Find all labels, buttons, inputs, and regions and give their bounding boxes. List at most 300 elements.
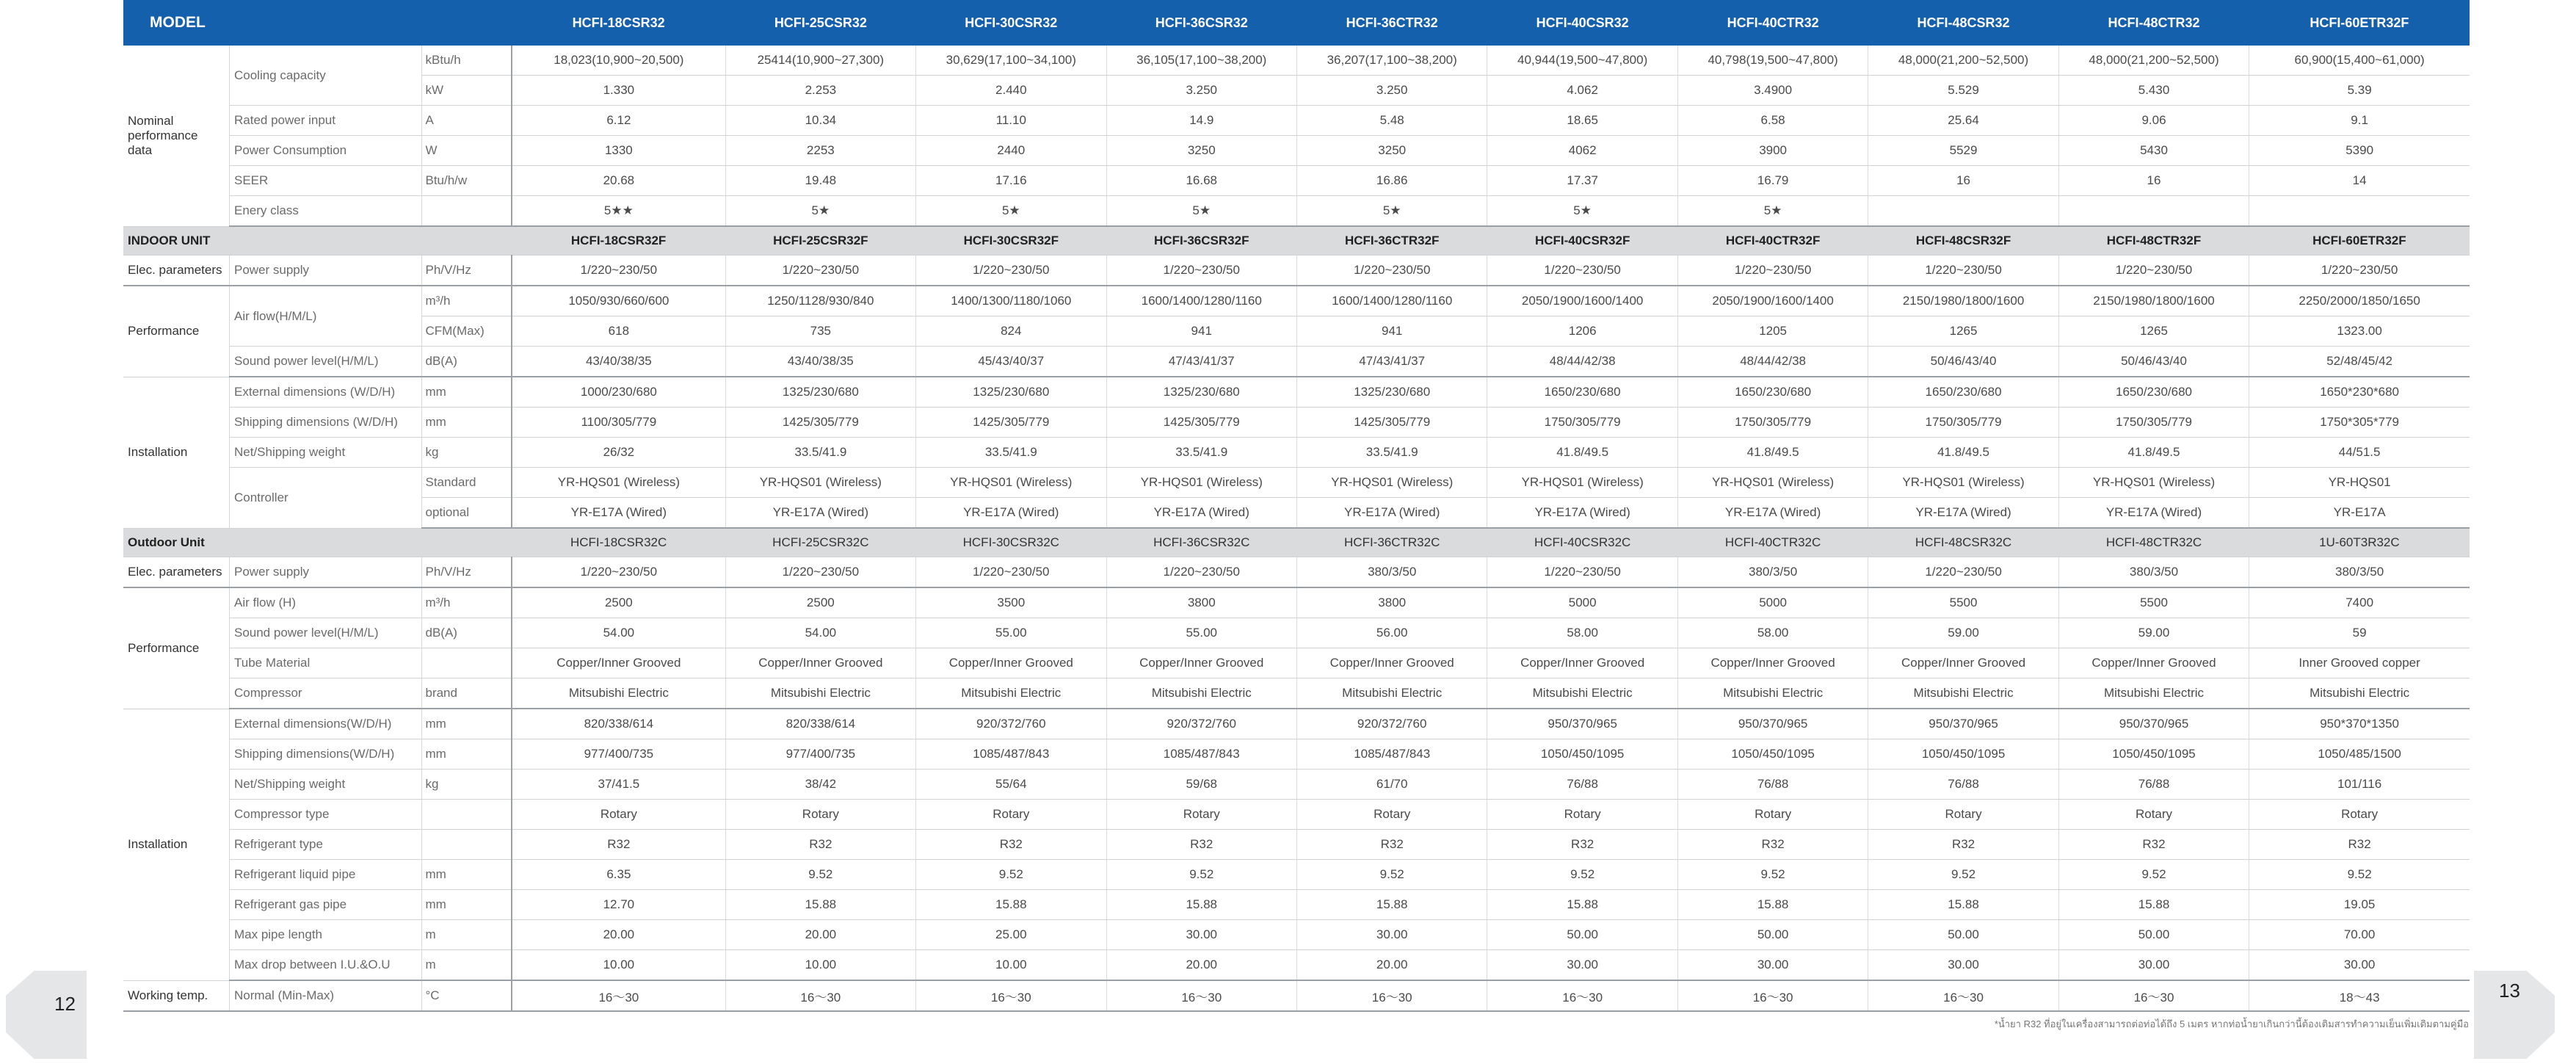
spec-value: 20.00 [1106, 950, 1296, 981]
spec-value: 1050/450/1095 [1677, 739, 1868, 770]
unit-label: mm [422, 860, 512, 890]
parameter-label: Refrigerant gas pipe [229, 890, 422, 920]
spec-value: 41.8/49.5 [2058, 438, 2249, 468]
spec-value: 1/220~230/50 [1106, 557, 1296, 588]
spec-value: 52/48/45/42 [2249, 347, 2470, 377]
category-label: Performance [123, 587, 229, 709]
spec-row [123, 950, 2470, 981]
spec-value: 9.52 [2058, 860, 2249, 890]
spec-value: 950/370/965 [1677, 709, 1868, 739]
spec-row [123, 136, 2470, 166]
spec-value: 47/43/41/37 [1106, 347, 1296, 377]
spec-value: 1400/1300/1180/1060 [916, 286, 1106, 316]
model-name-header: HCFI-36CTR32 [1296, 0, 1487, 46]
spec-value: 30.00 [1868, 950, 2058, 981]
spec-row [123, 557, 2470, 588]
spec-value: 3.250 [1296, 76, 1487, 106]
spec-value: 618 [512, 316, 725, 347]
spec-value: 14 [2249, 166, 2470, 196]
spec-value: Rotary [1487, 800, 1677, 830]
spec-value: Rotary [1868, 800, 2058, 830]
spec-value: 48/44/42/38 [1487, 347, 1677, 377]
unit-label: kBtu/h [422, 46, 512, 76]
spec-row [123, 860, 2470, 890]
spec-value: 50/46/43/40 [2058, 347, 2249, 377]
parameter-label: External dimensions (W/D/H) [229, 377, 422, 408]
spec-value: 1050/930/660/600 [512, 286, 725, 316]
spec-value: Copper/Inner Grooved [1106, 648, 1296, 678]
unit-label: Btu/h/w [422, 166, 512, 196]
spec-value: YR-HQS01 (Wireless) [1677, 468, 1868, 498]
spec-value: 43/40/38/35 [512, 347, 725, 377]
spec-value: 2.440 [916, 76, 1106, 106]
parameter-label: External dimensions(W/D/H) [229, 709, 422, 739]
spec-value: 3.4900 [1677, 76, 1868, 106]
unit-label: kg [422, 438, 512, 468]
spec-value: 6.58 [1677, 106, 1868, 136]
spec-value: 1325/230/680 [1106, 377, 1296, 408]
parameter-label: Tube Material [229, 648, 422, 678]
spec-value: 41.8/49.5 [1487, 438, 1677, 468]
spec-row [123, 76, 2470, 106]
model-name-header: HCFI-48CTR32 [2058, 0, 2249, 46]
spec-value: 59.00 [2058, 618, 2249, 648]
spec-value: 16〜30 [1296, 980, 1487, 1011]
spec-value: 1600/1400/1280/1160 [1296, 286, 1487, 316]
spec-value: R32 [725, 830, 915, 860]
model-header-row [123, 0, 2470, 46]
unit-label: Ph/V/Hz [422, 256, 512, 286]
spec-value: Rotary [512, 800, 725, 830]
spec-value: 33.5/41.9 [916, 438, 1106, 468]
unit-label: °C [422, 980, 512, 1011]
spec-value: R32 [512, 830, 725, 860]
spec-value: 1323.00 [2249, 316, 2470, 347]
spec-row [123, 678, 2470, 709]
spec-value: YR-HQS01 (Wireless) [1106, 468, 1296, 498]
spec-value: YR-E17A [2249, 498, 2470, 529]
category-label: Elec. parameters [123, 557, 229, 588]
section-model-name: HCFI-48CSR32F [1868, 226, 2058, 256]
section-model-name: HCFI-48CSR32C [1868, 528, 2058, 557]
unit-label: dB(A) [422, 618, 512, 648]
spec-value: 1425/305/779 [1106, 408, 1296, 438]
spec-value: Copper/Inner Grooved [512, 648, 725, 678]
spec-value: 1/220~230/50 [1487, 557, 1677, 588]
spec-value: 977/400/735 [725, 739, 915, 770]
spec-value: 10.00 [512, 950, 725, 981]
unit-label [422, 800, 512, 830]
section-title: INDOOR UNIT [123, 226, 512, 256]
unit-label: Standard [422, 468, 512, 498]
spec-value: 1/220~230/50 [725, 256, 915, 286]
spec-value: 59 [2249, 618, 2470, 648]
spec-value: 54.00 [725, 618, 915, 648]
spec-value: 14.9 [1106, 106, 1296, 136]
spec-value: 7400 [2249, 587, 2470, 618]
spec-value: 950*370*1350 [2249, 709, 2470, 739]
spec-value: Mitsubishi Electric [1296, 678, 1487, 709]
parameter-label: Refrigerant liquid pipe [229, 860, 422, 890]
spec-value: 1750/305/779 [1487, 408, 1677, 438]
spec-value: 16〜30 [725, 980, 915, 1011]
spec-value: 44/51.5 [2249, 438, 2470, 468]
spec-value: 25.64 [1868, 106, 2058, 136]
spec-value: 50.00 [2058, 920, 2249, 950]
spec-value: 9.1 [2249, 106, 2470, 136]
spec-value: R32 [1487, 830, 1677, 860]
spec-row [123, 286, 2470, 316]
spec-value: 380/3/50 [2058, 557, 2249, 588]
spec-row [123, 468, 2470, 498]
unit-label [422, 196, 512, 227]
spec-value: 60,900(15,400~61,000) [2249, 46, 2470, 76]
spec-value: 1085/487/843 [916, 739, 1106, 770]
section-model-name: HCFI-18CSR32C [512, 528, 725, 557]
spec-row [123, 920, 2470, 950]
parameter-label: Controller [229, 468, 422, 529]
spec-value: 920/372/760 [1296, 709, 1487, 739]
spec-value: 4062 [1487, 136, 1677, 166]
spec-value: 9.52 [1487, 860, 1677, 890]
parameter-label: Max pipe length [229, 920, 422, 950]
spec-value: Rotary [1296, 800, 1487, 830]
spec-value: 30,629(17,100~34,100) [916, 46, 1106, 76]
spec-value: Rotary [725, 800, 915, 830]
spec-value: Copper/Inner Grooved [1296, 648, 1487, 678]
spec-value: 1600/1400/1280/1160 [1106, 286, 1296, 316]
spec-value: 16〜30 [1106, 980, 1296, 1011]
parameter-label: Compressor [229, 678, 422, 709]
spec-value: 820/338/614 [512, 709, 725, 739]
spec-value: Rotary [916, 800, 1106, 830]
spec-value: 941 [1296, 316, 1487, 347]
spec-value: 43/40/38/35 [725, 347, 915, 377]
spec-value: 820/338/614 [725, 709, 915, 739]
spec-value: 1325/230/680 [1296, 377, 1487, 408]
spec-value: YR-E17A (Wired) [1677, 498, 1868, 529]
spec-value: 1/220~230/50 [2249, 256, 2470, 286]
spec-value: YR-HQS01 (Wireless) [916, 468, 1106, 498]
section-model-name: HCFI-60ETR32F [2249, 226, 2470, 256]
spec-value: 17.37 [1487, 166, 1677, 196]
spec-value: 40,798(19,500~47,800) [1677, 46, 1868, 76]
spec-value: 1100/305/779 [512, 408, 725, 438]
spec-value: 20.00 [512, 920, 725, 950]
spec-value: 1050/485/1500 [2249, 739, 2470, 770]
spec-value: 18.65 [1487, 106, 1677, 136]
unit-label: kg [422, 770, 512, 800]
spec-value: 33.5/41.9 [725, 438, 915, 468]
spec-value: 1/220~230/50 [2058, 256, 2249, 286]
parameter-label: Shipping dimensions (W/D/H) [229, 408, 422, 438]
unit-label [422, 648, 512, 678]
spec-value: 16.79 [1677, 166, 1868, 196]
spec-value: 2253 [725, 136, 915, 166]
spec-value: R32 [1677, 830, 1868, 860]
spec-value: 5★ [725, 196, 915, 227]
spec-value: 5★ [1296, 196, 1487, 227]
spec-value: 70.00 [2249, 920, 2470, 950]
spec-value: 2500 [512, 587, 725, 618]
spec-value: 48,000(21,200~52,500) [2058, 46, 2249, 76]
spec-row [123, 377, 2470, 408]
spec-value: Mitsubishi Electric [1677, 678, 1868, 709]
unit-label: W [422, 136, 512, 166]
model-name-header: HCFI-40CSR32 [1487, 0, 1677, 46]
spec-value: 1050/450/1095 [1868, 739, 2058, 770]
spec-value: 380/3/50 [1677, 557, 1868, 588]
spec-value: 941 [1106, 316, 1296, 347]
spec-value: 920/372/760 [916, 709, 1106, 739]
spec-value: 17.16 [916, 166, 1106, 196]
spec-value: 54.00 [512, 618, 725, 648]
spec-value [2058, 196, 2249, 227]
spec-value: 16.86 [1296, 166, 1487, 196]
parameter-label: Net/Shipping weight [229, 770, 422, 800]
spec-value: 2250/2000/1850/1650 [2249, 286, 2470, 316]
spec-value: 15.88 [2058, 890, 2249, 920]
spec-value: 2050/1900/1600/1400 [1677, 286, 1868, 316]
parameter-label: Cooling capacity [229, 46, 422, 106]
parameter-label: Max drop between I.U.&O.U [229, 950, 422, 981]
spec-value: 20.00 [1296, 950, 1487, 981]
parameter-label: Power supply [229, 557, 422, 588]
section-model-name: HCFI-36CSR32F [1106, 226, 1296, 256]
spec-value: 950/370/965 [1487, 709, 1677, 739]
spec-value: Rotary [1677, 800, 1868, 830]
parameter-label: Sound power level(H/M/L) [229, 618, 422, 648]
spec-value: 11.10 [916, 106, 1106, 136]
spec-value [2249, 196, 2470, 227]
unit-label: m³/h [422, 587, 512, 618]
section-model-name: HCFI-48CTR32C [2058, 528, 2249, 557]
spec-value: Mitsubishi Electric [725, 678, 915, 709]
spec-value: 76/88 [2058, 770, 2249, 800]
spec-value: 12.70 [512, 890, 725, 920]
unit-label: kW [422, 76, 512, 106]
spec-value: 1650/230/680 [1487, 377, 1677, 408]
section-header-row [123, 226, 2470, 256]
spec-value: 10.00 [916, 950, 1106, 981]
spec-value: YR-E17A (Wired) [1106, 498, 1296, 529]
spec-value: 10.00 [725, 950, 915, 981]
spec-value: 1750*305*779 [2249, 408, 2470, 438]
spec-value: 1/220~230/50 [512, 557, 725, 588]
spec-value: 5★★ [512, 196, 725, 227]
spec-row [123, 618, 2470, 648]
spec-value: 30.00 [2058, 950, 2249, 981]
spec-value: 1250/1128/930/840 [725, 286, 915, 316]
spec-value: 20.00 [725, 920, 915, 950]
spec-value: 5.430 [2058, 76, 2249, 106]
spec-value: 9.52 [916, 860, 1106, 890]
spec-value: 5.529 [1868, 76, 2058, 106]
spec-value: 15.88 [1868, 890, 2058, 920]
spec-value: Mitsubishi Electric [1487, 678, 1677, 709]
parameter-label: Power supply [229, 256, 422, 286]
spec-value: 1/220~230/50 [1106, 256, 1296, 286]
spec-value: 824 [916, 316, 1106, 347]
spec-value: YR-HQS01 (Wireless) [1296, 468, 1487, 498]
category-label: Performance [123, 286, 229, 377]
section-model-name: HCFI-36CSR32C [1106, 528, 1296, 557]
spec-value: 2050/1900/1600/1400 [1487, 286, 1677, 316]
spec-value: YR-HQS01 [2249, 468, 2470, 498]
spec-value: 30.00 [1106, 920, 1296, 950]
spec-value: Copper/Inner Grooved [1487, 648, 1677, 678]
spec-value: 5500 [2058, 587, 2249, 618]
section-model-name: HCFI-40CTR32F [1677, 226, 1868, 256]
page-number-right: 13 [2499, 980, 2520, 1002]
spec-value: 977/400/735 [512, 739, 725, 770]
spec-value: 45/43/40/37 [916, 347, 1106, 377]
spec-value: 1/220~230/50 [725, 557, 915, 588]
unit-label: A [422, 106, 512, 136]
spec-value: 58.00 [1487, 618, 1677, 648]
parameter-label: Refrigerant type [229, 830, 422, 860]
section-model-name: 1U-60T3R32C [2249, 528, 2470, 557]
spec-value: 1750/305/779 [2058, 408, 2249, 438]
spec-value: 1650/230/680 [1677, 377, 1868, 408]
spec-value: 380/3/50 [2249, 557, 2470, 588]
spec-value: 1265 [1868, 316, 2058, 347]
spec-value: 1/220~230/50 [1677, 256, 1868, 286]
parameter-label: Compressor type [229, 800, 422, 830]
spec-value: YR-E17A (Wired) [1868, 498, 2058, 529]
unit-label: CFM(Max) [422, 316, 512, 347]
unit-label: m [422, 950, 512, 981]
spec-value: 50/46/43/40 [1868, 347, 2058, 377]
spec-value: 16〜30 [512, 980, 725, 1011]
spec-value: 55.00 [1106, 618, 1296, 648]
spec-value: 9.52 [1868, 860, 2058, 890]
spec-value: 76/88 [1677, 770, 1868, 800]
spec-value: 25414(10,900~27,300) [725, 46, 915, 76]
spec-value: 10.34 [725, 106, 915, 136]
spec-value: 50.00 [1868, 920, 2058, 950]
spec-value: YR-E17A (Wired) [1296, 498, 1487, 529]
spec-value: 4.062 [1487, 76, 1677, 106]
spec-value: Copper/Inner Grooved [725, 648, 915, 678]
model-header-label: MODEL [123, 0, 512, 46]
spec-value: 33.5/41.9 [1106, 438, 1296, 468]
spec-row [123, 890, 2470, 920]
spec-value: 1265 [2058, 316, 2249, 347]
spec-value: 38/42 [725, 770, 915, 800]
spec-value: 15.88 [916, 890, 1106, 920]
spec-row [123, 709, 2470, 739]
spec-row [123, 498, 2470, 529]
spec-value: Rotary [2249, 800, 2470, 830]
spec-value: 3.250 [1106, 76, 1296, 106]
spec-value: 40,944(19,500~47,800) [1487, 46, 1677, 76]
spec-value: 2.253 [725, 76, 915, 106]
spec-value: 3250 [1296, 136, 1487, 166]
spec-value: 30.00 [1296, 920, 1487, 950]
spec-value: 76/88 [1868, 770, 2058, 800]
spec-row [123, 739, 2470, 770]
section-model-name: HCFI-30CSR32C [916, 528, 1106, 557]
spec-value: 2500 [725, 587, 915, 618]
spec-value: Rotary [2058, 800, 2249, 830]
spec-value: 6.12 [512, 106, 725, 136]
page-number-left: 12 [54, 993, 76, 1015]
category-label: Nominal performance data [123, 46, 229, 226]
unit-label: mm [422, 408, 512, 438]
spec-row [123, 830, 2470, 860]
spec-row [123, 256, 2470, 286]
model-name-header: HCFI-30CSR32 [916, 0, 1106, 46]
spec-value: 5.48 [1296, 106, 1487, 136]
section-model-name: HCFI-18CSR32F [512, 226, 725, 256]
spec-value: 950/370/965 [2058, 709, 2249, 739]
parameter-label: Net/Shipping weight [229, 438, 422, 468]
spec-value: Inner Grooved copper [2249, 648, 2470, 678]
spec-value: R32 [2249, 830, 2470, 860]
spec-value: 3800 [1296, 587, 1487, 618]
spec-value: Rotary [1106, 800, 1296, 830]
spec-value: Mitsubishi Electric [2249, 678, 2470, 709]
spec-value: 3500 [916, 587, 1106, 618]
unit-label: brand [422, 678, 512, 709]
category-label: Working temp. [123, 980, 229, 1011]
spec-value: 16 [1868, 166, 2058, 196]
parameter-label: Air flow(H/M/L) [229, 286, 422, 347]
spec-value: 50.00 [1677, 920, 1868, 950]
spec-value: 1650*230*680 [2249, 377, 2470, 408]
category-label: Installation [123, 377, 229, 528]
spec-value: 20.68 [512, 166, 725, 196]
spec-row [123, 587, 2470, 618]
parameter-label: Enery class [229, 196, 422, 227]
unit-label: m³/h [422, 286, 512, 316]
spec-value: Copper/Inner Grooved [916, 648, 1106, 678]
unit-label: mm [422, 377, 512, 408]
spec-value: 2150/1980/1800/1600 [1868, 286, 2058, 316]
spec-value: 2440 [916, 136, 1106, 166]
spec-value: YR-E17A (Wired) [1487, 498, 1677, 529]
section-model-name: HCFI-40CSR32C [1487, 528, 1677, 557]
spec-value: YR-HQS01 (Wireless) [2058, 468, 2249, 498]
category-label: Installation [123, 709, 229, 980]
spec-value: 25.00 [916, 920, 1106, 950]
model-name-header: HCFI-48CSR32 [1868, 0, 2058, 46]
parameter-label: SEER [229, 166, 422, 196]
spec-value: YR-HQS01 (Wireless) [1487, 468, 1677, 498]
spec-value: 1425/305/779 [725, 408, 915, 438]
spec-value: 9.52 [1296, 860, 1487, 890]
spec-value: 26/32 [512, 438, 725, 468]
parameter-label: Power Consumption [229, 136, 422, 166]
spec-row [123, 800, 2470, 830]
spec-value: 1/220~230/50 [1296, 256, 1487, 286]
spec-value: 48,000(21,200~52,500) [1868, 46, 2058, 76]
spec-value: 1425/305/779 [916, 408, 1106, 438]
spec-value: 1425/305/779 [1296, 408, 1487, 438]
spec-value: 5529 [1868, 136, 2058, 166]
model-name-header: HCFI-40CTR32 [1677, 0, 1868, 46]
spec-value: 1750/305/779 [1868, 408, 2058, 438]
spec-value: YR-E17A (Wired) [512, 498, 725, 529]
model-name-header: HCFI-25CSR32 [725, 0, 915, 46]
spec-value: YR-HQS01 (Wireless) [1868, 468, 2058, 498]
model-name-header: HCFI-18CSR32 [512, 0, 725, 46]
section-title: Outdoor Unit [123, 528, 512, 557]
spec-row [123, 196, 2470, 227]
spec-value: 9.52 [1677, 860, 1868, 890]
spec-value: 5500 [1868, 587, 2058, 618]
